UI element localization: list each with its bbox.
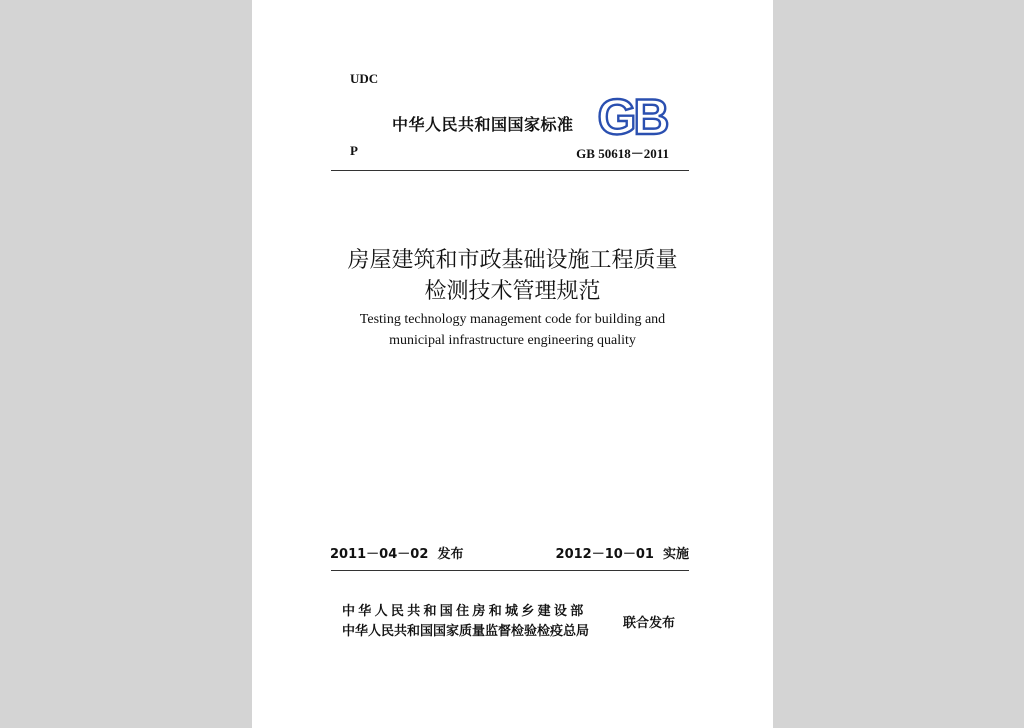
document-page xyxy=(252,0,773,728)
title-cn-line1: 房屋建筑和市政基础设施工程质量 xyxy=(347,248,678,273)
title-cn-line2: 检测技术管理规范 xyxy=(424,279,601,304)
issuer-ministry-housing: 中华人民共和国住房和城乡建设部 xyxy=(342,604,587,619)
classification-label: P xyxy=(350,143,358,158)
issuer-aqsiq: 中华人民共和国国家质量监督检验检疫总局 xyxy=(342,624,590,639)
issuers-block xyxy=(342,602,589,642)
implement-date: 2012－10－01 xyxy=(555,547,654,562)
implement-label: 实施 xyxy=(662,547,689,562)
standard-code: GB 50618－2011 xyxy=(576,146,669,161)
issue-label: 发布 xyxy=(437,547,464,562)
issue-date-row xyxy=(330,543,463,562)
title-en-line2: municipal infrastructure engineering quality xyxy=(389,333,636,348)
title-en-line1: Testing technology management code for building and xyxy=(359,312,666,327)
gb-logo-text: GB xyxy=(597,94,667,138)
footer-divider xyxy=(331,570,689,571)
header-divider xyxy=(331,170,689,171)
joint-issue-label: 联合发布 xyxy=(623,616,676,631)
issue-date: 2011－04－02 xyxy=(330,547,429,562)
implement-date-row xyxy=(556,543,689,562)
national-standard-label: 中华人民共和国国家标准 xyxy=(392,115,574,134)
gb-logo xyxy=(594,94,670,138)
udc-label: UDC xyxy=(350,71,379,86)
